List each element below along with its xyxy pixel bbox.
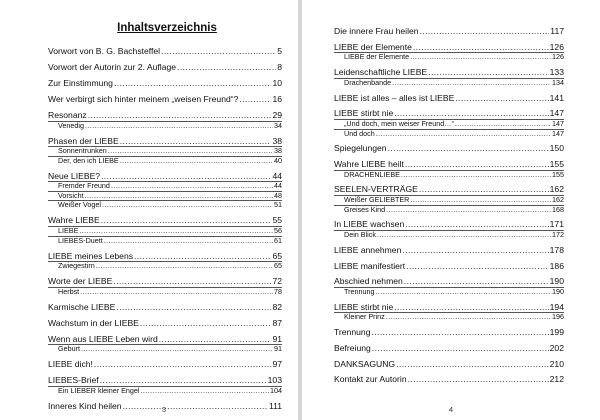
toc-chapter-page-number: 210 [549,358,564,369]
toc-chapter-title: Leidenschaftliche LIEBE [334,67,428,78]
toc-entry [334,343,564,354]
toc-subchapter-title: LIEBE [58,226,79,236]
toc-chapter-row [48,46,282,57]
toc-chapter-page-number: 190 [549,276,564,287]
toc-chapter-title: Vorwort der Autorin zur 2. Auflage [48,61,177,72]
toc-chapter-row [334,159,564,171]
toc-entry [334,26,564,37]
toc-subchapter-title: Herbst [58,286,80,296]
dot-leader [80,288,273,297]
toc-chapter-title: Worte der LIEBE [48,276,113,287]
dot-leader [404,276,549,287]
toc-chapter-row [334,343,564,354]
dot-leader [420,26,550,37]
toc-chapter-title: Wahre LIEBE [48,215,100,226]
toc-chapter-page-number: 162 [549,184,564,195]
toc-subchapter-page-number: 65 [274,261,282,271]
toc-chapter-title: LIEBE der Elemente [334,41,412,52]
toc-chapter-row [334,245,564,256]
toc-chapter-title: Befreiung [334,342,371,353]
dot-leader [405,219,548,230]
toc-subchapter-page-number: 78 [274,286,282,296]
dot-leader [377,231,551,240]
dot-leader [376,288,551,297]
dot-leader [85,122,273,131]
toc-chapter-row [48,318,282,329]
toc-subchapter-page-number: 147 [552,128,564,138]
toc-subchapter-title: Geburt [58,344,80,354]
toc-subchapter-page-number: 44 [274,181,282,191]
page-number-right: 4 [448,405,454,414]
toc-entry [334,302,564,322]
dot-leader [372,343,549,354]
toc-subchapter-page-number: 190 [552,286,564,296]
toc-chapter-row [334,327,564,338]
toc-chapter-title: Kontakt zur Autorin [334,374,407,385]
toc-chapter-title: Phasen der LIEBE [48,135,119,146]
toc-chapter-page-number: 202 [549,342,564,353]
toc-chapter-page-number: 155 [549,159,564,170]
toc-subchapter-row [334,288,564,297]
toc-subchapter-title: LIEBES-Duett [58,235,103,245]
toc-subchapter-page-number: 91 [274,344,282,354]
toc-chapter-row [48,276,282,288]
toc-chapter-page-number: 117 [550,26,564,36]
toc-chapter-row [334,143,564,154]
dot-leader [94,359,272,370]
toc-entry [48,136,282,166]
toc-chapter-page-number: 38 [272,135,282,146]
toc-entry [334,261,564,272]
toc-subchapter-row [334,130,564,139]
toc-subchapter-page-number: 61 [274,235,282,245]
toc-chapter-page-number: 65 [272,250,282,261]
dot-leader [100,375,267,386]
toc-chapter-title: Die innere Frau heilen [334,26,419,36]
dot-leader [120,157,273,166]
toc-subchapter-row [48,122,282,131]
toc-list-right [334,26,564,385]
toc-entry [48,62,282,73]
toc-chapter-title: Vorwort von B. G. Bachsteffel [48,46,161,56]
toc-chapter-page-number: 126 [549,41,564,52]
dot-leader [161,46,276,57]
toc-entry [48,375,282,395]
toc-subchapter-row [334,79,564,88]
toc-chapter-page-number: 171 [549,219,564,230]
toc-subchapter-page-number: 162 [552,195,564,205]
toc-chapter-row [48,78,282,89]
toc-chapter-title: Trennung [334,327,371,338]
toc-subchapter-page-number: 168 [552,204,564,214]
toc-subchapter-page-number: 38 [274,146,282,156]
dot-leader [88,110,272,121]
toc-subchapter-page-number: 48 [274,190,282,200]
toc-chapter-title: SEELEN-VERTRÄGE [334,184,418,195]
toc-subchapter-title: Ein LIEBER kleiner Engel [58,385,140,395]
toc-subchapter-title: Vorsicht [58,190,84,200]
toc-entry [48,78,282,89]
toc-entry [334,184,564,214]
dot-leader [428,67,548,78]
toc-entry [334,108,564,138]
dot-leader [402,245,548,256]
dot-leader [104,237,273,246]
toc-subchapter-page-number: 155 [552,169,564,179]
toc-chapter-row [48,62,282,73]
toc-entry [48,359,282,370]
toc-chapter-page-number: 29 [272,109,282,120]
toc-entry [334,219,564,239]
toc-chapter-page-number: 91 [272,333,282,344]
toc-chapter-row [48,334,282,346]
toc-chapter-page-number: 111 [268,400,282,411]
toc-chapter-title: Neue LIEBE? [48,170,101,181]
toc-chapter-row [48,215,282,227]
dot-leader [81,345,273,354]
toc-chapter-title: DANKSAGUNG [334,358,396,369]
dot-leader [239,94,271,105]
toc-subchapter-row [48,201,282,210]
toc-chapter-row [48,302,282,313]
dot-leader [410,53,551,62]
toc-heading: Inhaltsverzeichnis [117,22,217,34]
toc-chapter-page-number: 133 [549,67,564,78]
dot-leader [376,130,551,139]
toc-chapter-page-number: 16 [272,93,282,104]
toc-chapter-row [334,93,564,104]
dot-leader [79,227,273,236]
dot-leader [85,192,273,201]
dot-leader [113,276,271,287]
toc-chapter-row [334,261,564,272]
dot-leader [177,62,276,73]
dot-leader [141,387,269,396]
toc-subchapter-title: Drachenbande [344,77,392,87]
toc-chapter-page-number: 44 [272,170,282,181]
dot-leader [401,171,551,180]
toc-subchapter-title: Kleiner Prinz [344,312,385,322]
toc-subchapter-row [48,262,282,271]
toc-subchapter-row [334,53,564,62]
toc-chapter-page-number: 10 [272,77,282,88]
toc-chapter-title: Wenn aus LIEBE Leben wird [48,333,158,344]
right-page [302,0,600,420]
dot-leader [134,251,271,262]
dot-leader [111,182,273,191]
toc-subchapter-page-number: 126 [552,52,564,62]
toc-chapter-title: Resonanz [48,109,87,120]
dot-leader [101,171,271,182]
toc-chapter-title: LIEBE manifestiert [334,260,406,271]
dot-leader [455,93,548,104]
toc-chapter-page-number: 150 [549,143,564,154]
toc-entry [48,94,282,105]
toc-entry [334,159,564,179]
toc-subchapter-page-number: 34 [274,120,282,130]
dot-leader [386,313,551,322]
dot-leader [96,262,273,271]
toc-entry [334,374,564,385]
dot-leader [140,318,272,329]
toc-entry [48,302,282,313]
toc-entry [334,327,564,338]
toc-chapter-page-number: 147 [549,108,564,119]
toc-entry [48,251,282,271]
toc-subchapter-row [334,206,564,215]
dot-leader [394,108,548,119]
toc-chapter-title: Inneres Kind heilen [48,400,122,411]
toc-chapter-title: LIEBE stirbt nie [334,108,394,119]
toc-entry [334,359,564,370]
toc-chapter-page-number: 87 [272,317,282,328]
toc-chapter-row [334,374,564,385]
toc-subchapter-title: Trennung [344,286,375,296]
dot-leader [388,143,549,154]
toc-subchapter-page-number: 134 [552,77,564,87]
toc-chapter-page-number: 72 [272,276,282,287]
toc-chapter-row [334,359,564,370]
toc-chapter-title: LIEBE stirbt nie [334,301,394,312]
toc-chapter-title: Abschied nehmen [334,276,403,287]
toc-chapter-title: Wachstum in der LIEBE [48,317,139,328]
toc-chapter-title: LIEBE ist alles – alles ist LIEBE [334,92,455,103]
toc-chapter-row [48,94,282,105]
toc-chapter-page-number: 186 [549,260,564,271]
toc-entry [48,110,282,130]
toc-chapter-title: Wahre LIEBE heilt [334,159,404,170]
toc-subchapter-page-number: 56 [274,226,282,236]
dot-leader [394,302,548,313]
toc-subchapter-row [334,171,564,180]
toc-chapter-page-number: 178 [549,244,564,255]
toc-subchapter-row [48,157,282,166]
dot-leader [116,302,271,313]
toc-entry [48,215,282,245]
toc-list-left [48,46,282,411]
toc-subchapter-page-number: 172 [552,230,564,239]
dot-leader [101,215,272,226]
toc-entry [48,334,282,354]
toc-chapter-page-number: 5 [277,46,282,56]
toc-chapter-title: In LIEBE wachsen [334,219,405,230]
toc-chapter-page-number: 103 [267,375,282,386]
toc-subchapter-row [48,345,282,354]
toc-chapter-title: Spiegelungen [334,143,387,154]
toc-subchapter-title: Und doch [344,128,375,138]
toc-entry [334,93,564,104]
toc-entry [334,143,564,154]
toc-chapter-row [334,26,564,37]
dot-leader [371,327,548,338]
toc-subchapter-title: Venedig [58,120,84,130]
toc-subchapter-row [48,237,282,246]
toc-entry [334,245,564,256]
toc-subchapter-page-number: 104 [270,385,282,395]
toc-entry [48,276,282,296]
toc-entry [334,67,564,87]
toc-chapter-page-number: 194 [549,301,564,312]
toc-subchapter-title: Dein Blick [344,230,376,239]
toc-entry [48,318,282,329]
toc-chapter-title: Wer verbirgt sich hinter meinem „weisen Freund“? [48,93,239,104]
toc-entry [334,42,564,62]
toc-chapter-title: LIEBE meines Lebens [48,250,134,261]
toc-subchapter-title: Der, den ich LIEBE [58,155,119,165]
toc-chapter-title: LIEBE annehmen [334,244,402,255]
toc-subchapter-title: Fremder Freund [58,181,110,191]
toc-chapter-page-number: 212 [549,374,564,385]
toc-subchapter-row [334,231,564,240]
toc-subchapter-title: „Und doch, mein weiser Freund…“ [344,118,454,128]
toc-chapter-page-number: 199 [549,327,564,338]
toc-subchapter-title: Weißer GELIEBTER [344,195,410,205]
toc-subchapter-page-number: 51 [274,200,282,210]
toc-chapter-page-number: 82 [272,301,282,312]
dot-leader [386,206,551,215]
toc-chapter-page-number: 8 [277,61,282,72]
dot-leader [396,359,549,370]
toc-subchapter-title: Weißer Vogel [58,200,102,210]
dot-leader [408,374,549,385]
toc-subchapter-title: LIEBE der Elemente [344,52,410,62]
dot-leader [413,42,549,53]
dot-leader [419,184,549,195]
toc-subchapter-page-number: 196 [552,312,564,322]
dot-leader [102,201,273,210]
toc-chapter-row [334,67,564,79]
toc-subchapter-page-number: 147 [552,118,564,128]
dot-leader [410,196,551,205]
toc-chapter-page-number: 97 [272,359,282,370]
page-number-left: 3 [161,405,167,414]
toc-subchapter-row [48,387,282,396]
dot-leader [120,136,272,147]
toc-chapter-row [48,110,282,122]
toc-subchapter-page-number: 40 [274,155,282,165]
toc-chapter-title: LIEBES-Brief [48,375,99,386]
toc-subchapter-title: Zwiegestirn [58,261,95,271]
toc-entry [48,46,282,57]
toc-chapter-title: Karmische LIEBE [48,301,116,312]
dot-leader [406,261,548,272]
left-page [0,0,298,420]
dot-leader [405,159,549,170]
dot-leader [455,120,551,129]
toc-subchapter-title: Sonnentrunken [58,146,107,156]
dot-leader [159,334,272,345]
toc-chapter-page-number: 141 [549,92,564,103]
dot-leader [392,79,551,88]
toc-entry [334,276,564,296]
toc-chapter-title: Zur Einstimmung [48,77,113,88]
toc-chapter-page-number: 55 [272,215,282,226]
toc-chapter-row [48,359,282,370]
toc-subchapter-row [48,288,282,297]
dot-leader [108,147,273,156]
dot-leader [114,78,271,89]
toc-chapter-title: LIEBE dich! [48,359,93,370]
toc-subchapter-title: Greises Kind [344,204,386,214]
toc-entry [48,171,282,210]
toc-subchapter-title: DRACHENLIEBE [344,169,400,179]
toc-subchapter-row [334,313,564,322]
